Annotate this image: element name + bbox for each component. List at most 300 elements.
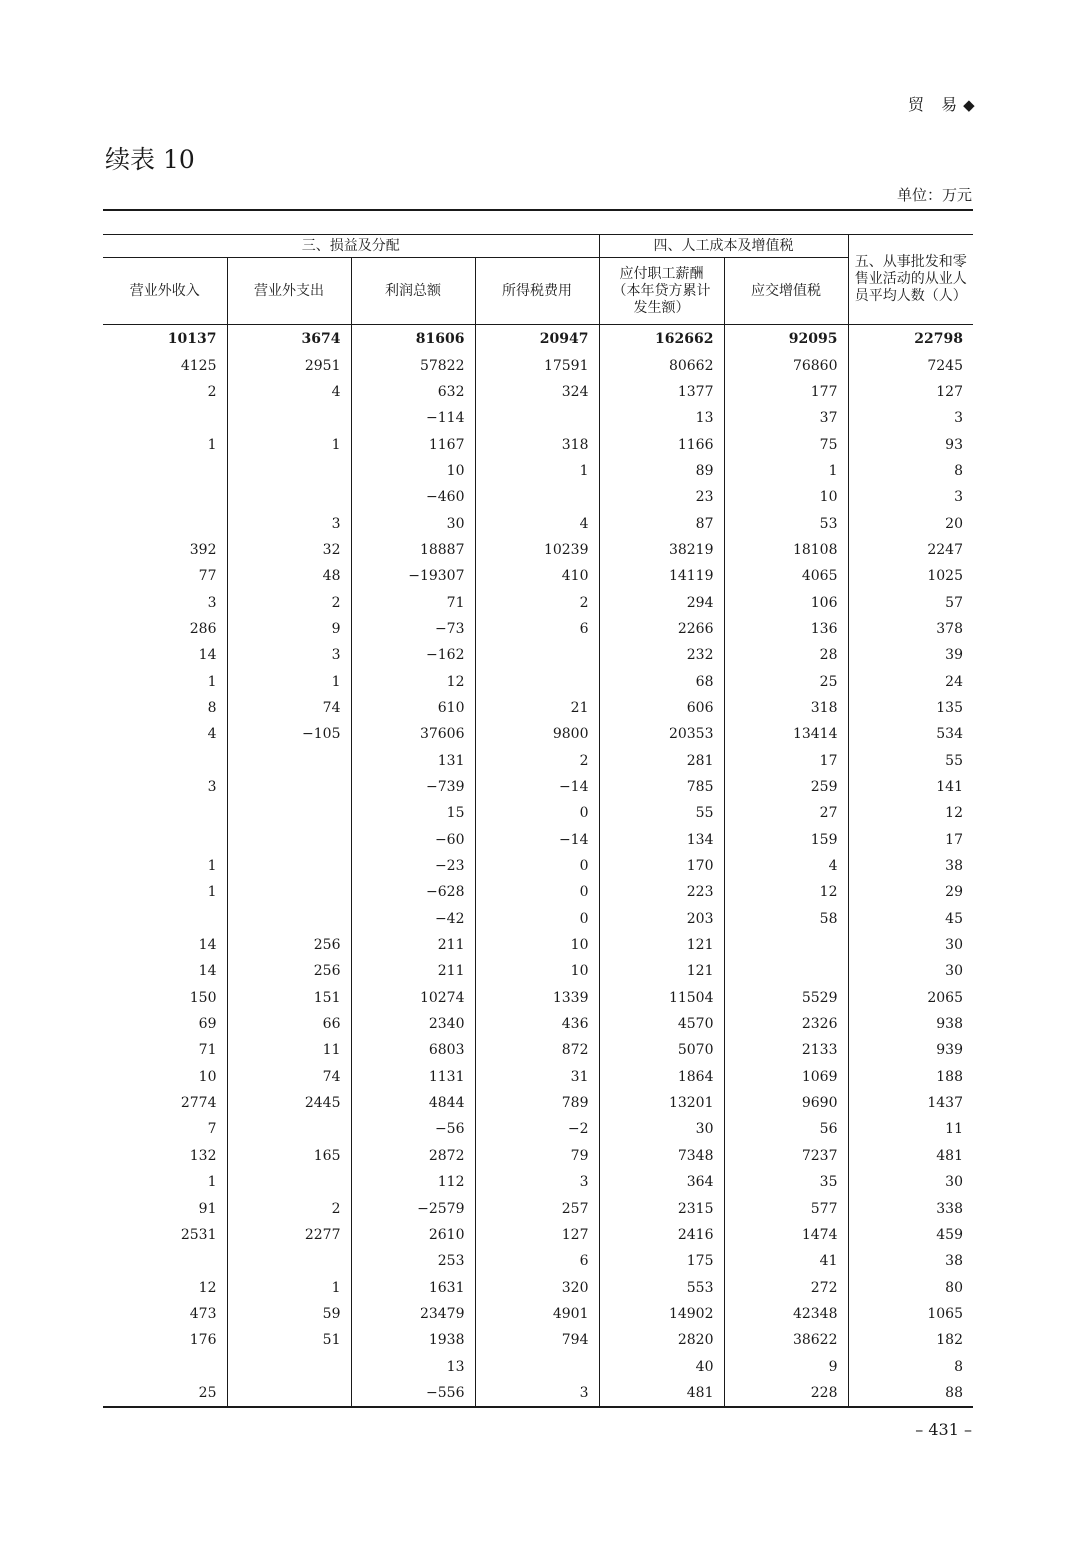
table-cell: 228 <box>724 1380 848 1407</box>
table-cell: 320 <box>475 1274 599 1300</box>
table-cell: 53 <box>724 510 848 536</box>
table-row <box>103 589 973 615</box>
table-cell: 378 <box>848 616 973 642</box>
table-cell: 338 <box>848 1195 973 1221</box>
table-cell <box>227 906 351 932</box>
table-cell: 57 <box>848 589 973 615</box>
table-cell: 87 <box>599 510 724 536</box>
table-cell: 17 <box>848 827 973 853</box>
table-cell <box>103 748 227 774</box>
table-cell: 6803 <box>351 1037 475 1063</box>
table-cell <box>227 484 351 510</box>
table-cell <box>475 405 599 431</box>
table-cell: 939 <box>848 1037 973 1063</box>
table-cell: 150 <box>189 989 217 1006</box>
table-cell: 80662 <box>599 352 724 378</box>
table-row <box>103 1274 973 1300</box>
table-cell: 15 <box>351 800 475 826</box>
table-cell <box>103 510 227 536</box>
table-cell: 324 <box>475 379 599 405</box>
table-cell: 2326 <box>724 1011 848 1037</box>
table-cell: −23 <box>351 853 475 879</box>
table-body <box>103 325 973 1408</box>
table-cell: 10 <box>724 484 848 510</box>
table-cell: 3 <box>475 1169 599 1195</box>
column-header-row <box>103 258 973 325</box>
table-cell: −19307 <box>351 563 475 589</box>
table-cell: −42 <box>351 906 475 932</box>
table-cell: 170 <box>599 853 724 879</box>
table-cell: 7348 <box>599 1143 724 1169</box>
page-number: – 431 – <box>915 1420 972 1439</box>
table-cell: 2820 <box>599 1327 724 1353</box>
table-cell: 5070 <box>599 1037 724 1063</box>
table-cell: 7 <box>207 1121 217 1138</box>
table-cell: 93 <box>848 431 973 457</box>
table-cell: 1 <box>207 858 217 875</box>
table-cell: 106 <box>724 589 848 615</box>
table-cell: 30 <box>848 932 973 958</box>
table-cell: 6 <box>475 616 599 642</box>
table-cell: 176 <box>189 1332 217 1349</box>
table-cell: 785 <box>599 774 724 800</box>
table-cell: 481 <box>848 1143 973 1169</box>
table-cell: 256 <box>227 932 351 958</box>
table-cell: 253 <box>351 1248 475 1274</box>
table-cell: 4 <box>227 379 351 405</box>
table-cell <box>227 458 351 484</box>
table-cell: 1 <box>227 431 351 457</box>
table-cell: 136 <box>724 616 848 642</box>
table-cell: 257 <box>475 1195 599 1221</box>
table-cell: 175 <box>599 1248 724 1274</box>
table-cell: 2774 <box>180 1095 217 1112</box>
table-cell: 182 <box>848 1327 973 1353</box>
table-row <box>103 985 973 1011</box>
table-cell <box>103 827 227 853</box>
diamond-icon: ◆ <box>963 96 975 114</box>
table-cell: 1938 <box>351 1327 475 1353</box>
table-cell: −739 <box>351 774 475 800</box>
table-cell: 4125 <box>180 357 217 374</box>
table-cell: 13 <box>351 1353 475 1379</box>
table-cell: 75 <box>724 431 848 457</box>
table-row <box>103 1011 973 1037</box>
table-cell: 32 <box>227 537 351 563</box>
table-cell: 127 <box>475 1222 599 1248</box>
table-cell: 8 <box>207 699 217 716</box>
table-row <box>103 853 973 879</box>
table-cell: 10 <box>351 458 475 484</box>
table-row <box>103 1301 973 1327</box>
table-cell: 281 <box>599 748 724 774</box>
table-cell: 30 <box>351 510 475 536</box>
table-cell: 165 <box>227 1143 351 1169</box>
table-row <box>103 537 973 563</box>
table-cell: 0 <box>475 853 599 879</box>
table-cell: 10 <box>198 1068 217 1085</box>
table-cell: 0 <box>475 800 599 826</box>
table-cell: 4570 <box>599 1011 724 1037</box>
table-cell: 3 <box>227 642 351 668</box>
table-cell: 74 <box>227 1064 351 1090</box>
table-cell: 30 <box>848 1169 973 1195</box>
table-cell: 22798 <box>848 325 973 353</box>
table-cell: 41 <box>724 1248 848 1274</box>
table-cell: 286 <box>189 620 217 637</box>
table-cell: 135 <box>848 695 973 721</box>
table-cell: 38219 <box>599 537 724 563</box>
table-cell: 5529 <box>724 985 848 1011</box>
table-cell: 177 <box>724 379 848 405</box>
table-cell: 232 <box>599 642 724 668</box>
table-row <box>103 668 973 694</box>
table-cell: 223 <box>599 879 724 905</box>
table-cell: 28 <box>724 642 848 668</box>
table-cell: 632 <box>351 379 475 405</box>
table-cell: 88 <box>848 1380 973 1407</box>
table-cell: 121 <box>599 932 724 958</box>
table-cell: 27 <box>724 800 848 826</box>
table-cell: 127 <box>848 379 973 405</box>
table-cell: 25 <box>103 1380 227 1407</box>
table-cell: 1 <box>207 436 217 453</box>
group-header-labor: 四、人工成本及增值税 <box>599 235 848 258</box>
table-cell: 1 <box>207 884 217 901</box>
table-cell: 42348 <box>724 1301 848 1327</box>
table-cell: −114 <box>351 405 475 431</box>
table-cell: 89 <box>599 458 724 484</box>
table-cell: 31 <box>475 1064 599 1090</box>
table-row <box>103 484 973 510</box>
running-head-text: 贸 易 <box>908 95 964 114</box>
table-cell: 151 <box>227 985 351 1011</box>
table-cell: 1065 <box>848 1301 973 1327</box>
table-cell: 51 <box>227 1327 351 1353</box>
table-cell: 1131 <box>351 1064 475 1090</box>
table-cell: 2445 <box>227 1090 351 1116</box>
table-cell: 3674 <box>227 325 351 353</box>
table-cell: 14119 <box>599 563 724 589</box>
table-cell: 2 <box>227 589 351 615</box>
table-cell: 259 <box>724 774 848 800</box>
table-cell: 534 <box>848 721 973 747</box>
table-row <box>103 800 973 826</box>
table-cell: 4 <box>207 726 217 743</box>
data-table <box>103 234 973 1408</box>
table-cell: −73 <box>351 616 475 642</box>
table-cell: 2 <box>207 383 217 400</box>
table-cell: 318 <box>475 431 599 457</box>
table-cell: 66 <box>227 1011 351 1037</box>
table-cell <box>103 800 227 826</box>
table-row <box>103 932 973 958</box>
table-cell: 91 <box>198 1200 217 1217</box>
table-cell: 23479 <box>351 1301 475 1327</box>
table-cell: 76860 <box>724 352 848 378</box>
table-cell: 4 <box>475 510 599 536</box>
table-row <box>103 1064 973 1090</box>
table-cell: 81606 <box>351 325 475 353</box>
table-cell: 35 <box>724 1169 848 1195</box>
table-cell: 1 <box>207 1174 217 1191</box>
table-cell <box>227 853 351 879</box>
table-cell <box>227 1353 351 1379</box>
table-cell: 132 <box>189 1147 217 1164</box>
table-cell <box>475 642 599 668</box>
column-header: 营业外收入 <box>103 258 227 325</box>
table-cell: 2951 <box>227 352 351 378</box>
table-cell: 14 <box>198 963 217 980</box>
table-cell: 30 <box>599 1116 724 1142</box>
table-row <box>103 352 973 378</box>
table-cell: −2579 <box>351 1195 475 1221</box>
table-cell: 77 <box>198 568 217 585</box>
table-cell: 294 <box>599 589 724 615</box>
table-row <box>103 1143 973 1169</box>
table-cell: −162 <box>351 642 475 668</box>
table-cell: 436 <box>475 1011 599 1037</box>
table-cell: 410 <box>475 563 599 589</box>
table-title: 续表 10 <box>105 145 195 174</box>
table-cell: 25 <box>724 668 848 694</box>
table-cell: 211 <box>351 958 475 984</box>
table-cell: 71 <box>198 1042 217 1059</box>
table-row <box>103 1037 973 1063</box>
table-cell: 23 <box>599 484 724 510</box>
table-row <box>103 879 973 905</box>
table-cell: 473 <box>189 1305 217 1322</box>
table-cell: 1167 <box>351 431 475 457</box>
table-cell: 2 <box>475 748 599 774</box>
table-cell: 1864 <box>599 1064 724 1090</box>
table-cell: 0 <box>475 879 599 905</box>
table-cell: −60 <box>351 827 475 853</box>
table-cell: 80 <box>848 1274 973 1300</box>
table-cell: 938 <box>848 1011 973 1037</box>
table-row <box>103 1195 973 1221</box>
table-cell: 577 <box>724 1195 848 1221</box>
table-cell: 7237 <box>724 1143 848 1169</box>
table-row <box>103 510 973 536</box>
table-cell: 1069 <box>724 1064 848 1090</box>
column-header: 利润总额 <box>351 258 475 325</box>
table-cell: 13 <box>599 405 724 431</box>
table-cell: 8 <box>848 458 973 484</box>
table-cell: 11 <box>848 1116 973 1142</box>
table-row <box>103 748 973 774</box>
table-cell: −105 <box>227 721 351 747</box>
table-cell: 38622 <box>724 1327 848 1353</box>
table-cell: 11504 <box>599 985 724 1011</box>
table-cell: 610 <box>351 695 475 721</box>
table-cell: 12 <box>198 1279 217 1296</box>
column-header: 营业外支出 <box>227 258 351 325</box>
table-cell: 3 <box>848 405 973 431</box>
table-cell: 21 <box>475 695 599 721</box>
table-cell: 9800 <box>475 721 599 747</box>
table-cell: 37 <box>724 405 848 431</box>
table-row <box>103 1116 973 1142</box>
table-cell: 272 <box>724 1274 848 1300</box>
table-cell: 2315 <box>599 1195 724 1221</box>
table-cell: 39 <box>848 642 973 668</box>
table-cell: 1437 <box>848 1090 973 1116</box>
table-cell: 9690 <box>724 1090 848 1116</box>
table-cell: 38 <box>848 1248 973 1274</box>
table-cell: 14 <box>198 647 217 664</box>
table-cell: 1 <box>724 458 848 484</box>
table-cell <box>475 484 599 510</box>
table-cell: 4844 <box>351 1090 475 1116</box>
table-cell: 4 <box>724 853 848 879</box>
table-row <box>103 458 973 484</box>
table-cell <box>227 879 351 905</box>
table-cell: 92095 <box>724 325 848 353</box>
table-row <box>103 1248 973 1274</box>
table-cell <box>227 748 351 774</box>
table-cell: 4901 <box>475 1301 599 1327</box>
table-cell: 38 <box>848 853 973 879</box>
running-head <box>908 92 975 115</box>
table-cell: 14 <box>198 937 217 954</box>
table-row <box>103 1380 973 1407</box>
table-cell: 9 <box>227 616 351 642</box>
table-row <box>103 721 973 747</box>
table-cell <box>227 1380 351 1407</box>
table-row <box>103 695 973 721</box>
table-cell: 7245 <box>848 352 973 378</box>
table-row <box>103 827 973 853</box>
table-cell: 2 <box>475 589 599 615</box>
table-cell: 3 <box>207 779 217 796</box>
table-cell: 606 <box>599 695 724 721</box>
table-cell: 6 <box>475 1248 599 1274</box>
table-cell: 1 <box>227 668 351 694</box>
table-row <box>103 1353 973 1379</box>
table-cell: 24 <box>848 668 973 694</box>
table-cell <box>103 405 227 431</box>
table-cell: 2133 <box>724 1037 848 1063</box>
table-cell: 12 <box>848 800 973 826</box>
table-cell: 79 <box>475 1143 599 1169</box>
table-row <box>103 431 973 457</box>
table-cell: 1474 <box>724 1222 848 1248</box>
table-cell: 3 <box>207 594 217 611</box>
table-cell: 188 <box>848 1064 973 1090</box>
table-cell: 2 <box>227 1195 351 1221</box>
table-row <box>103 563 973 589</box>
table-cell: 141 <box>848 774 973 800</box>
table-cell: 11 <box>227 1037 351 1063</box>
table-cell: 2277 <box>227 1222 351 1248</box>
table-cell: 459 <box>848 1222 973 1248</box>
table-cell: 10137 <box>167 331 217 348</box>
table-cell: 1 <box>207 673 217 690</box>
table-cell <box>103 1353 227 1379</box>
table-row <box>103 642 973 668</box>
table-cell: 1 <box>475 458 599 484</box>
table-cell: 3 <box>227 510 351 536</box>
table-cell: 159 <box>724 827 848 853</box>
top-rule <box>103 209 973 211</box>
table-cell: 55 <box>848 748 973 774</box>
table-row <box>103 1090 973 1116</box>
table-cell: −14 <box>475 827 599 853</box>
table-cell: 2266 <box>599 616 724 642</box>
table-cell: 9 <box>724 1353 848 1379</box>
table-cell: 20353 <box>599 721 724 747</box>
table-cell: 18108 <box>724 537 848 563</box>
column-header: 所得税费用 <box>475 258 599 325</box>
table-cell: 58 <box>724 906 848 932</box>
table-cell <box>227 1116 351 1142</box>
table-cell: 794 <box>475 1327 599 1353</box>
table-cell <box>227 827 351 853</box>
table-cell: 134 <box>599 827 724 853</box>
table-cell: 30 <box>848 958 973 984</box>
table-cell <box>227 1248 351 1274</box>
table-cell: 48 <box>227 563 351 589</box>
table-cell: 2610 <box>351 1222 475 1248</box>
table-cell: 56 <box>724 1116 848 1142</box>
table-cell: 45 <box>848 906 973 932</box>
table-cell: 20947 <box>475 325 599 353</box>
table-cell: 8 <box>848 1353 973 1379</box>
table-cell <box>227 405 351 431</box>
table-cell: 162662 <box>599 325 724 353</box>
table-cell: 4065 <box>724 563 848 589</box>
table-row <box>103 1327 973 1353</box>
table-cell: 68 <box>599 668 724 694</box>
table-row <box>103 616 973 642</box>
table-cell: −460 <box>351 484 475 510</box>
table-cell: 211 <box>351 932 475 958</box>
table-row <box>103 405 973 431</box>
table-cell: 59 <box>227 1301 351 1327</box>
table-cell: 3 <box>475 1380 599 1407</box>
table-cell <box>227 1169 351 1195</box>
table-row <box>103 774 973 800</box>
table-cell: 392 <box>189 541 217 558</box>
table-cell: 2065 <box>848 985 973 1011</box>
table-cell: 364 <box>599 1169 724 1195</box>
table-cell: 1377 <box>599 379 724 405</box>
table-row <box>103 1222 973 1248</box>
table-cell: 0 <box>475 906 599 932</box>
table-cell: 20 <box>848 510 973 536</box>
unit-label: 单位：万元 <box>896 186 972 204</box>
table-cell <box>103 484 227 510</box>
table-cell: −556 <box>351 1380 475 1407</box>
group-header-employees: 五、从事批发和零售业活动的从业人员平均人数（人） <box>848 235 973 325</box>
table-cell: 1025 <box>848 563 973 589</box>
table-cell: 553 <box>599 1274 724 1300</box>
table-cell: 74 <box>227 695 351 721</box>
table-cell: 1339 <box>475 985 599 1011</box>
table-row <box>103 958 973 984</box>
table-cell: 203 <box>599 906 724 932</box>
table-cell <box>475 668 599 694</box>
table-cell: 40 <box>599 1353 724 1379</box>
group-header-profit: 三、损益及分配 <box>103 235 599 258</box>
table-cell: 13201 <box>599 1090 724 1116</box>
table-cell: 57822 <box>351 352 475 378</box>
table-cell: 112 <box>351 1169 475 1195</box>
table-cell: 10239 <box>475 537 599 563</box>
table-cell: 37606 <box>351 721 475 747</box>
table-cell: 121 <box>599 958 724 984</box>
